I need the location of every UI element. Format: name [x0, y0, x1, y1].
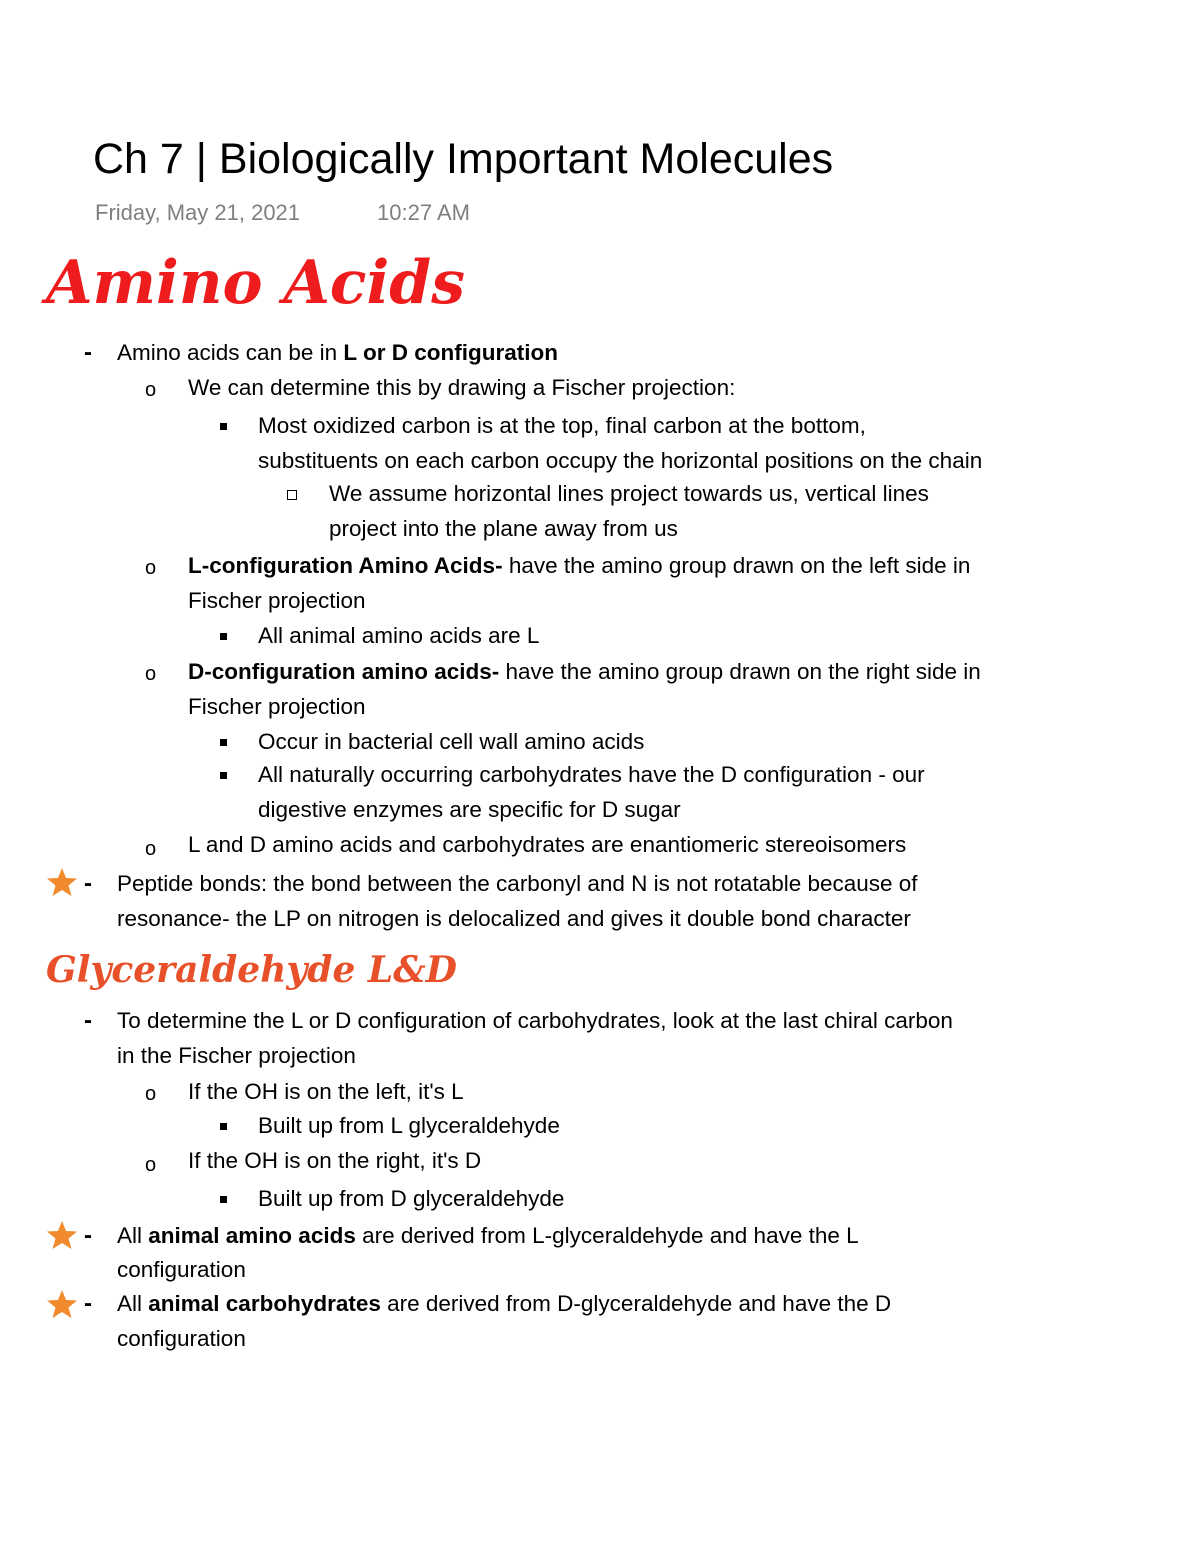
section-heading-amino-acids: Amino Acids	[46, 248, 465, 318]
note-line: D-configuration amino acids- have the amino group drawn on the right side in	[188, 659, 981, 684]
note-line: Amino acids can be in L or D configuration	[117, 340, 558, 365]
note-line: configuration	[117, 1326, 246, 1351]
note-line: Built up from D glyceraldehyde	[258, 1186, 565, 1211]
filled-square-bullet	[220, 772, 227, 779]
note-line: L and D amino acids and carbohydrates are enantiomeric stereoisomers	[188, 832, 907, 857]
note-line: All animal amino acids are derived from L-glyceraldehyde and have the L	[117, 1223, 859, 1248]
note-line: Built up from L glyceraldehyde	[258, 1113, 560, 1138]
note-line: We can determine this by drawing a Fischer projection:	[188, 375, 736, 400]
hollow-circle-bullet: o	[145, 1083, 157, 1105]
hollow-circle-bullet: o	[145, 379, 157, 401]
note-line: To determine the L or D configuration of carbohydrates, look at the last chiral carbon	[117, 1008, 953, 1033]
hollow-circle-bullet: o	[145, 663, 157, 685]
hollow-circle-bullet: o	[145, 838, 157, 860]
note-line: We assume horizontal lines project towards us, vertical lines	[329, 481, 929, 506]
hollow-circle-bullet: o	[145, 557, 157, 579]
note-line: Fischer projection	[188, 588, 366, 613]
star-icon	[46, 866, 78, 898]
note-line: If the OH is on the right, it's D	[188, 1148, 482, 1173]
star-icon	[46, 1288, 78, 1320]
page-date: Friday, May 21, 2021	[95, 200, 301, 225]
star-icon	[46, 1219, 78, 1251]
note-line: Occur in bacterial cell wall amino acids	[258, 729, 645, 754]
note-line: configuration	[117, 1257, 246, 1282]
note-line: resonance- the LP on nitrogen is delocalized and gives it double bond character	[117, 906, 911, 931]
note-line: substituents on each carbon occupy the horizontal positions on the chain	[258, 448, 983, 473]
filled-square-bullet	[220, 423, 227, 430]
note-line: All animal amino acids are L	[258, 623, 540, 648]
page-time: 10:27 AM	[377, 200, 470, 225]
dash-bullet: -	[84, 1290, 92, 1317]
dash-bullet: -	[84, 339, 92, 366]
note-line: L-configuration Amino Acids- have the amino group drawn on the left side in	[188, 553, 971, 578]
page-title: Ch 7 | Biologically Important Molecules	[93, 135, 834, 183]
note-line: Most oxidized carbon is at the top, final carbon at the bottom,	[258, 413, 866, 438]
note-line: All naturally occurring carbohydrates have the D configuration - our	[258, 762, 925, 787]
note-line: in the Fischer projection	[117, 1043, 356, 1068]
filled-square-bullet	[220, 633, 227, 640]
filled-square-bullet	[220, 739, 227, 746]
hollow-square-bullet	[287, 490, 297, 500]
note-line: All animal carbohydrates are derived from D-glyceraldehyde and have the D	[117, 1291, 892, 1316]
note-line: project into the plane away from us	[329, 516, 678, 541]
filled-square-bullet	[220, 1123, 227, 1130]
hollow-circle-bullet: o	[145, 1154, 157, 1176]
dash-bullet: -	[84, 870, 92, 897]
note-line: Fischer projection	[188, 694, 366, 719]
note-line: digestive enzymes are specific for D sugar	[258, 797, 681, 822]
note-line: Peptide bonds: the bond between the carbonyl and N is not rotatable because of	[117, 871, 918, 896]
filled-square-bullet	[220, 1196, 227, 1203]
dash-bullet: -	[84, 1222, 92, 1249]
note-line: If the OH is on the left, it's L	[188, 1079, 464, 1104]
dash-bullet: -	[84, 1007, 92, 1034]
section-heading-glyceraldehyde: Glyceraldehyde L&D	[46, 949, 457, 991]
